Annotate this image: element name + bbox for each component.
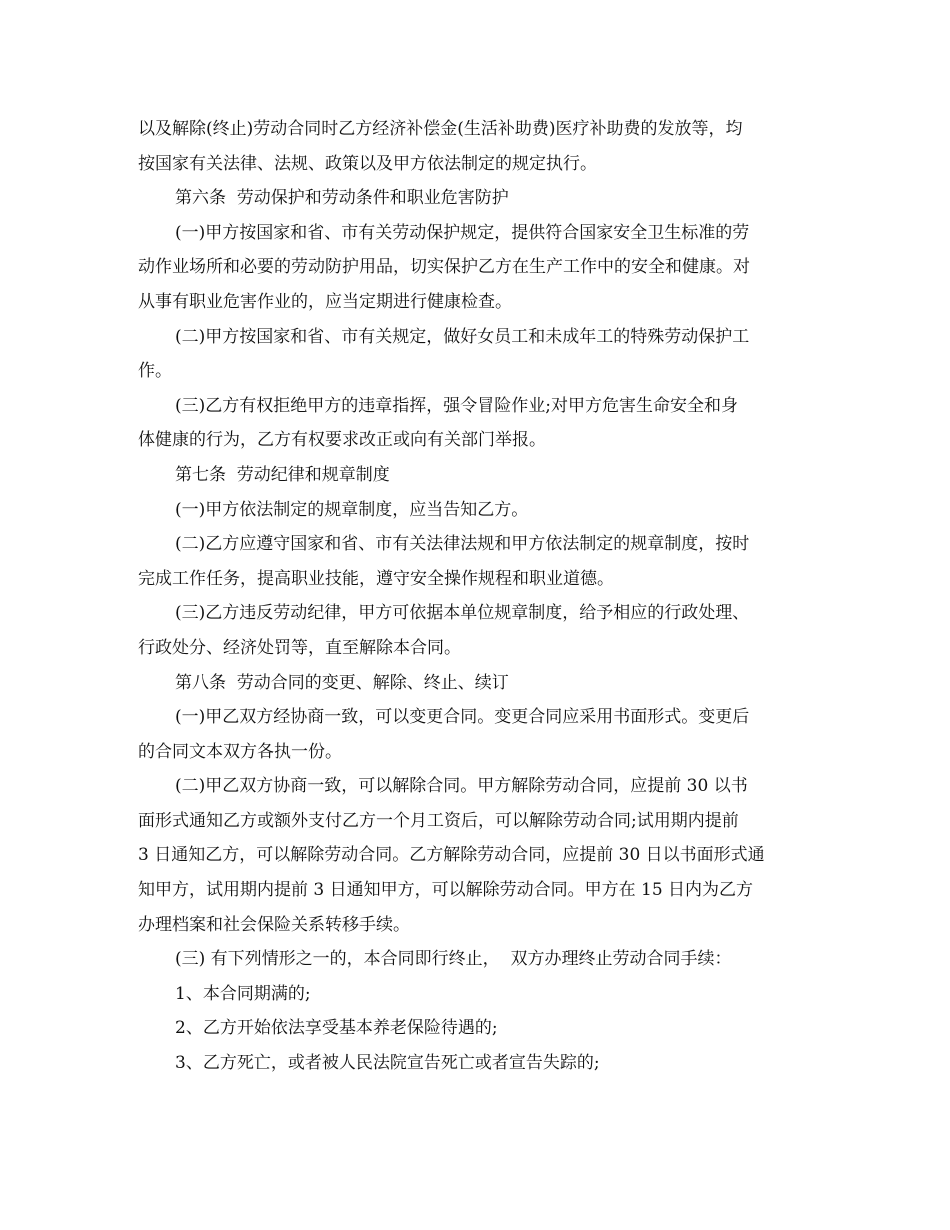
text-line: 面形式通知乙方或额外支付乙方一个月工资后，可以解除劳动合同;试用期内提前	[138, 810, 739, 831]
text-line: 动作业场所和必要的劳动防护用品，切实保护乙方在生产工作中的安全和健康。对	[138, 257, 750, 278]
text-line: 以及解除(终止)劳动合同时乙方经济补偿金(生活补助费)医疗补助费的发放等，均	[138, 119, 743, 139]
text-line: (二)甲方按国家和省、市有关规定，做好女员工和未成年工的特殊劳动保护工	[175, 326, 750, 347]
text-line: 3、乙方死亡，或者被人民法院宣告死亡或者宣告失踪的;	[175, 1053, 600, 1074]
text-line: 知甲方，试用期内提前 3 日通知甲方，可以解除劳动合同。甲方在 15 日内为乙方	[138, 880, 754, 901]
text-line: 完成工作任务，提高职业技能，遵守安全操作规程和职业道德。	[138, 568, 614, 589]
text-line: (二)甲乙双方协商一致，可以解除合同。甲方解除劳动合同，应提前 30 以书	[175, 776, 748, 797]
text-line: (一)甲方依法制定的规章制度，应当告知乙方。	[175, 499, 529, 520]
text-line: 的合同文本双方各执一份。	[138, 741, 342, 762]
text-line: 1、本合同期满的;	[175, 983, 311, 1004]
text-line: 第八条 劳动合同的变更、解除、终止、续订	[175, 672, 509, 693]
text-line: (二)乙方应遵守国家和省、市有关法律法规和甲方依法制定的规章制度，按时	[175, 534, 750, 555]
text-line: (三)乙方违反劳动纪律，甲方可依据本单位规章制度，给予相应的行政处理、	[175, 603, 750, 624]
text-line: 第七条 劳动纪律和规章制度	[175, 464, 390, 485]
text-line: 2、乙方开始依法享受基本养老保险待遇的;	[175, 1018, 498, 1039]
text-line: 3 日通知乙方，可以解除劳动合同。乙方解除劳动合同，应提前 30 日以书面形式通	[138, 845, 765, 866]
text-line: 从事有职业危害作业的，应当定期进行健康检查。	[138, 291, 512, 312]
text-line: 第六条 劳动保护和劳动条件和职业危害防护	[175, 188, 509, 209]
text-line: 作。	[138, 361, 172, 382]
text-line: (三) 有下列情形之一的，本合同即行终止， 双方办理终止劳动合同手续：	[175, 949, 732, 970]
text-line: 行政处分、经济处罚等，直至解除本合同。	[138, 637, 461, 658]
text-line: (一)甲方按国家和省、市有关劳动保护规定，提供符合国家安全卫生标准的劳	[175, 222, 750, 243]
text-line: (一)甲乙双方经协商一致，可以变更合同。变更合同应采用书面形式。变更后	[175, 707, 750, 728]
document-body	[138, 112, 812, 1081]
text-line: (三)乙方有权拒绝甲方的违章指挥，强令冒险作业;对甲方危害生命安全和身	[175, 395, 738, 416]
text-line: 办理档案和社会保险关系转移手续。	[138, 914, 410, 935]
text-line: 按国家有关法律、法规、政策以及甲方依法制定的规定执行。	[138, 153, 597, 174]
text-line: 体健康的行为，乙方有权要求改正或向有关部门举报。	[138, 430, 546, 451]
